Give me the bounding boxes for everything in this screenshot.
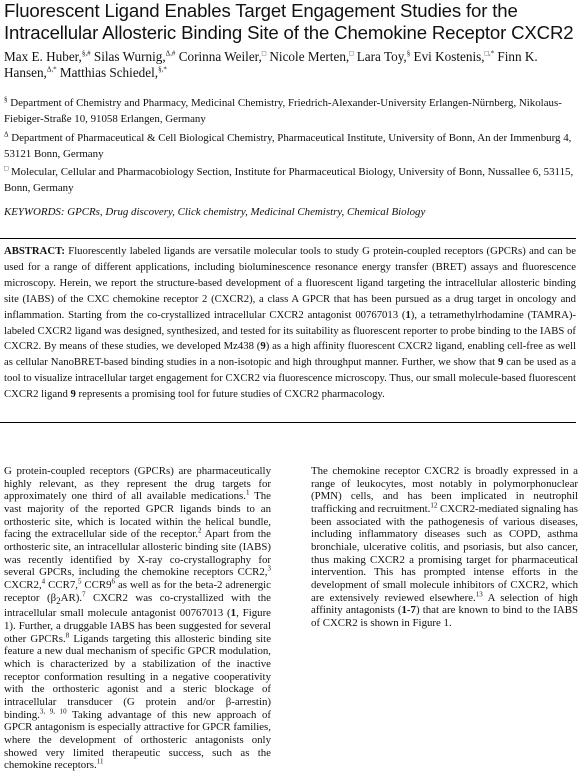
affiliation-mark: § [4, 95, 8, 104]
reference-mark: 2 [198, 526, 202, 535]
affiliation-bonn-biology [4, 165, 574, 196]
author-affiliation-mark: Δ,* [46, 65, 57, 74]
body-column-left [4, 465, 271, 772]
body-text: , Figure 1). Further, a druggable IABS has been suggested for several other GPCRs. [4, 607, 271, 645]
author-affiliation-mark: □ [261, 49, 267, 58]
compound-number: 9 [260, 340, 266, 353]
body-text: CXCR2 was co-crystallized with the intracellular small molecule antagonist 00767013 ( [4, 591, 271, 620]
subscript: 2 [56, 595, 61, 606]
reference-mark: 3 [267, 564, 271, 573]
compound-number: 1-7 [401, 604, 416, 617]
body-text: as well as for the beta-2 adrenergic receptor (β [4, 578, 271, 604]
abstract-text: ) as a high affinity fluorescent CXCR2 ligand, enabling cell-free as well as cellular NanoBRET-based binding studies in a non-isotopic and high throughput manner. Further, we show that [4, 340, 576, 369]
abstract-label: ABSTRACT: [4, 245, 65, 257]
body-text: Apart from the orthosteric site, an intracellular allosteric binding site (IABS) was recently identified by X-ray co-crystallography for several GPCRs, including the chemokine receptors CCR2, [4, 528, 271, 579]
compound-number: 9 [497, 356, 504, 369]
reference-mark: 4 [41, 577, 46, 586]
body-text: G protein-coupled receptors (GPCRs) are pharmaceutically highly relevant, as they represent the drug targets for approximately one third of all available medications. [4, 465, 271, 503]
author-name: Max E. Huber, [4, 49, 82, 64]
author-name: Matthias Schiedel, [56, 65, 159, 80]
body-column-right [311, 465, 578, 630]
compound-number: 9 [70, 388, 76, 401]
body-text: A selection of high affinity antagonists ( [311, 591, 578, 617]
reference-mark: 12 [430, 501, 438, 510]
author-affiliation-mark: □ [349, 49, 354, 58]
reference-mark: 8 [65, 631, 70, 640]
body-text: CXCR2, [4, 578, 42, 591]
affiliation-text: Department of Chemistry and Pharmacy, Medicinal Chemistry, Friedrich-Alexander-University Erlangen-Nürnberg, Nikolaus-Fiebiger-Straße 10, 91058 Erlangen, Germany [4, 97, 562, 125]
author-name: Evi Kostenis, [410, 49, 485, 64]
compound-number: 1 [405, 308, 411, 321]
abstract-text: can be used as a tool to visualize intracellular target engagement for CXCR2 via fluorescence microscopy. Thus, our small molecule-based fluorescent CXCR2 ligand [4, 356, 577, 401]
author-affiliation-mark: □,* [484, 49, 495, 58]
abstract-paragraph [4, 244, 576, 403]
affiliation-bonn-pharma [4, 131, 574, 162]
reference-mark: 3, 9, 10 [39, 707, 67, 716]
body-text: The chemokine receptor CXCR2 is broadly expressed in a range of leukocytes, most notably in polymorphonuclear (PMN) cells, and has been implicated in neutrophil trafficking and recruitment. [311, 465, 578, 515]
reference-mark: 7 [82, 589, 86, 598]
abstract-text: represents a promising tool for future studies of CXCR2 pharmacology. [75, 388, 385, 401]
keywords-line: KEYWORDS: GPCRs, Drug discovery, Click chemistry, Medicinal Chemistry, Chemical Biology [4, 206, 426, 218]
author-affiliation-mark: §,* [158, 65, 167, 74]
affiliation-text: Department of Pharmaceutical & Cell Biological Chemistry, Pharmaceutical Institute, University of Bonn, An der Immenburg 4, 53121 Bonn, Germany [4, 132, 572, 160]
author-name: Finn K. Hansen, [4, 49, 538, 80]
body-text: AR). [60, 591, 83, 604]
author-name: Silas Wurnig, [90, 49, 166, 64]
author-name: Nicole Merten, [266, 49, 350, 64]
affiliation-erlangen [4, 96, 574, 127]
author-affiliation-mark: Δ,# [165, 49, 176, 58]
body-text: ) that are known to bind to the IABS of CXCR2 is shown in Figure 1. [311, 604, 579, 629]
reference-mark: 11 [96, 757, 104, 766]
author-affiliation-mark: § [406, 49, 411, 58]
affiliation-text: Molecular, Cellular and Pharmacobiology Section, Institute for Pharmaceutical Biology, University of Bonn, Nussallee 6, 53115, Bonn, Germany [4, 166, 574, 194]
reference-mark: 1 [245, 488, 250, 497]
compound-number: 1 [230, 607, 237, 620]
author-list [4, 49, 578, 81]
body-text: CXCR2-mediated signaling has been associated with the pathogenesis of various diseases, including inflammatory diseases such as COPD, asthma bronchiale, ulcerative colitis, and psoriasis, but also cancer, thus making CXCR2 a promising target for pharmaceutical intervention. This has prompted intense efforts in the development of small molecule inhibitors of CXCR2, which are extensively reviewed elsewhere. [311, 502, 578, 604]
abstract-text: ), a tetramethylrhodamine (TAMRA)-labeled CXCR2 ligand was designed, synthesized, and tested for its suitability as fluorescent reporter to probe binding to the IABS of CXCR2. By means of these studies, we developed Mz438 ( [4, 308, 576, 353]
reference-mark: 5 [77, 577, 82, 586]
paper-title: Fluorescent Ligand Enables Target Engagement Studies for the Intracellular Allosteric Binding Site of the Chemokine Receptor CXCR2 [4, 0, 574, 43]
affiliation-mark: Δ [4, 130, 9, 139]
author-affiliation-mark: §,# [81, 49, 91, 58]
author-name: Lara Toy, [353, 49, 407, 64]
affiliation-mark: □ [4, 164, 9, 173]
body-text: Ligands targeting this allosteric binding site feature a new dual mechanism of specific GPCR modulation, which is characterized by a stabilization of the inactive receptor conformation resulting in a negative cooperativity with the orthosteric agonist and a steric blockage of intracellular transducer (G protein and/or β-arrestin) binding. [4, 632, 272, 721]
abstract-text: Fluorescently labeled ligands are versatile molecular tools to study G protein-coupled receptors (GPCRs) and can be used for a range of different applications, including bioluminescence resonance energy transfer (BRET) assays and fluorescence microscopy. Herein, we report the structure-based development of a fluorescent ligand targeting the intracellular allosteric binding site (IABS) of the CXC chemokine receptor 2 (CXCR2), a class A GPCR that has been pursued as a drug target in oncology and inflammation. Starting from the co-crystallized intracellular CXCR2 antagonist 00767013 ( [4, 245, 576, 321]
body-text: Taking advantage of this new approach of GPCR antagonism is especially attractive for GPCR families, where the development of orthosteric antagonists only showed very limited therapeutic success, such as the chemokine receptors. [4, 708, 272, 772]
body-text: The vast majority of the reported GPCR ligands binds to an orthosteric site, which is located within the helical bundle, facing the extracellular side of the receptor. [4, 490, 271, 541]
body-text: CCR7, [45, 578, 78, 591]
reference-mark: 6 [111, 577, 116, 586]
author-name: Corinna Weiler, [175, 49, 262, 64]
reference-mark: 13 [475, 589, 483, 598]
body-text: CCR9 [81, 578, 112, 591]
